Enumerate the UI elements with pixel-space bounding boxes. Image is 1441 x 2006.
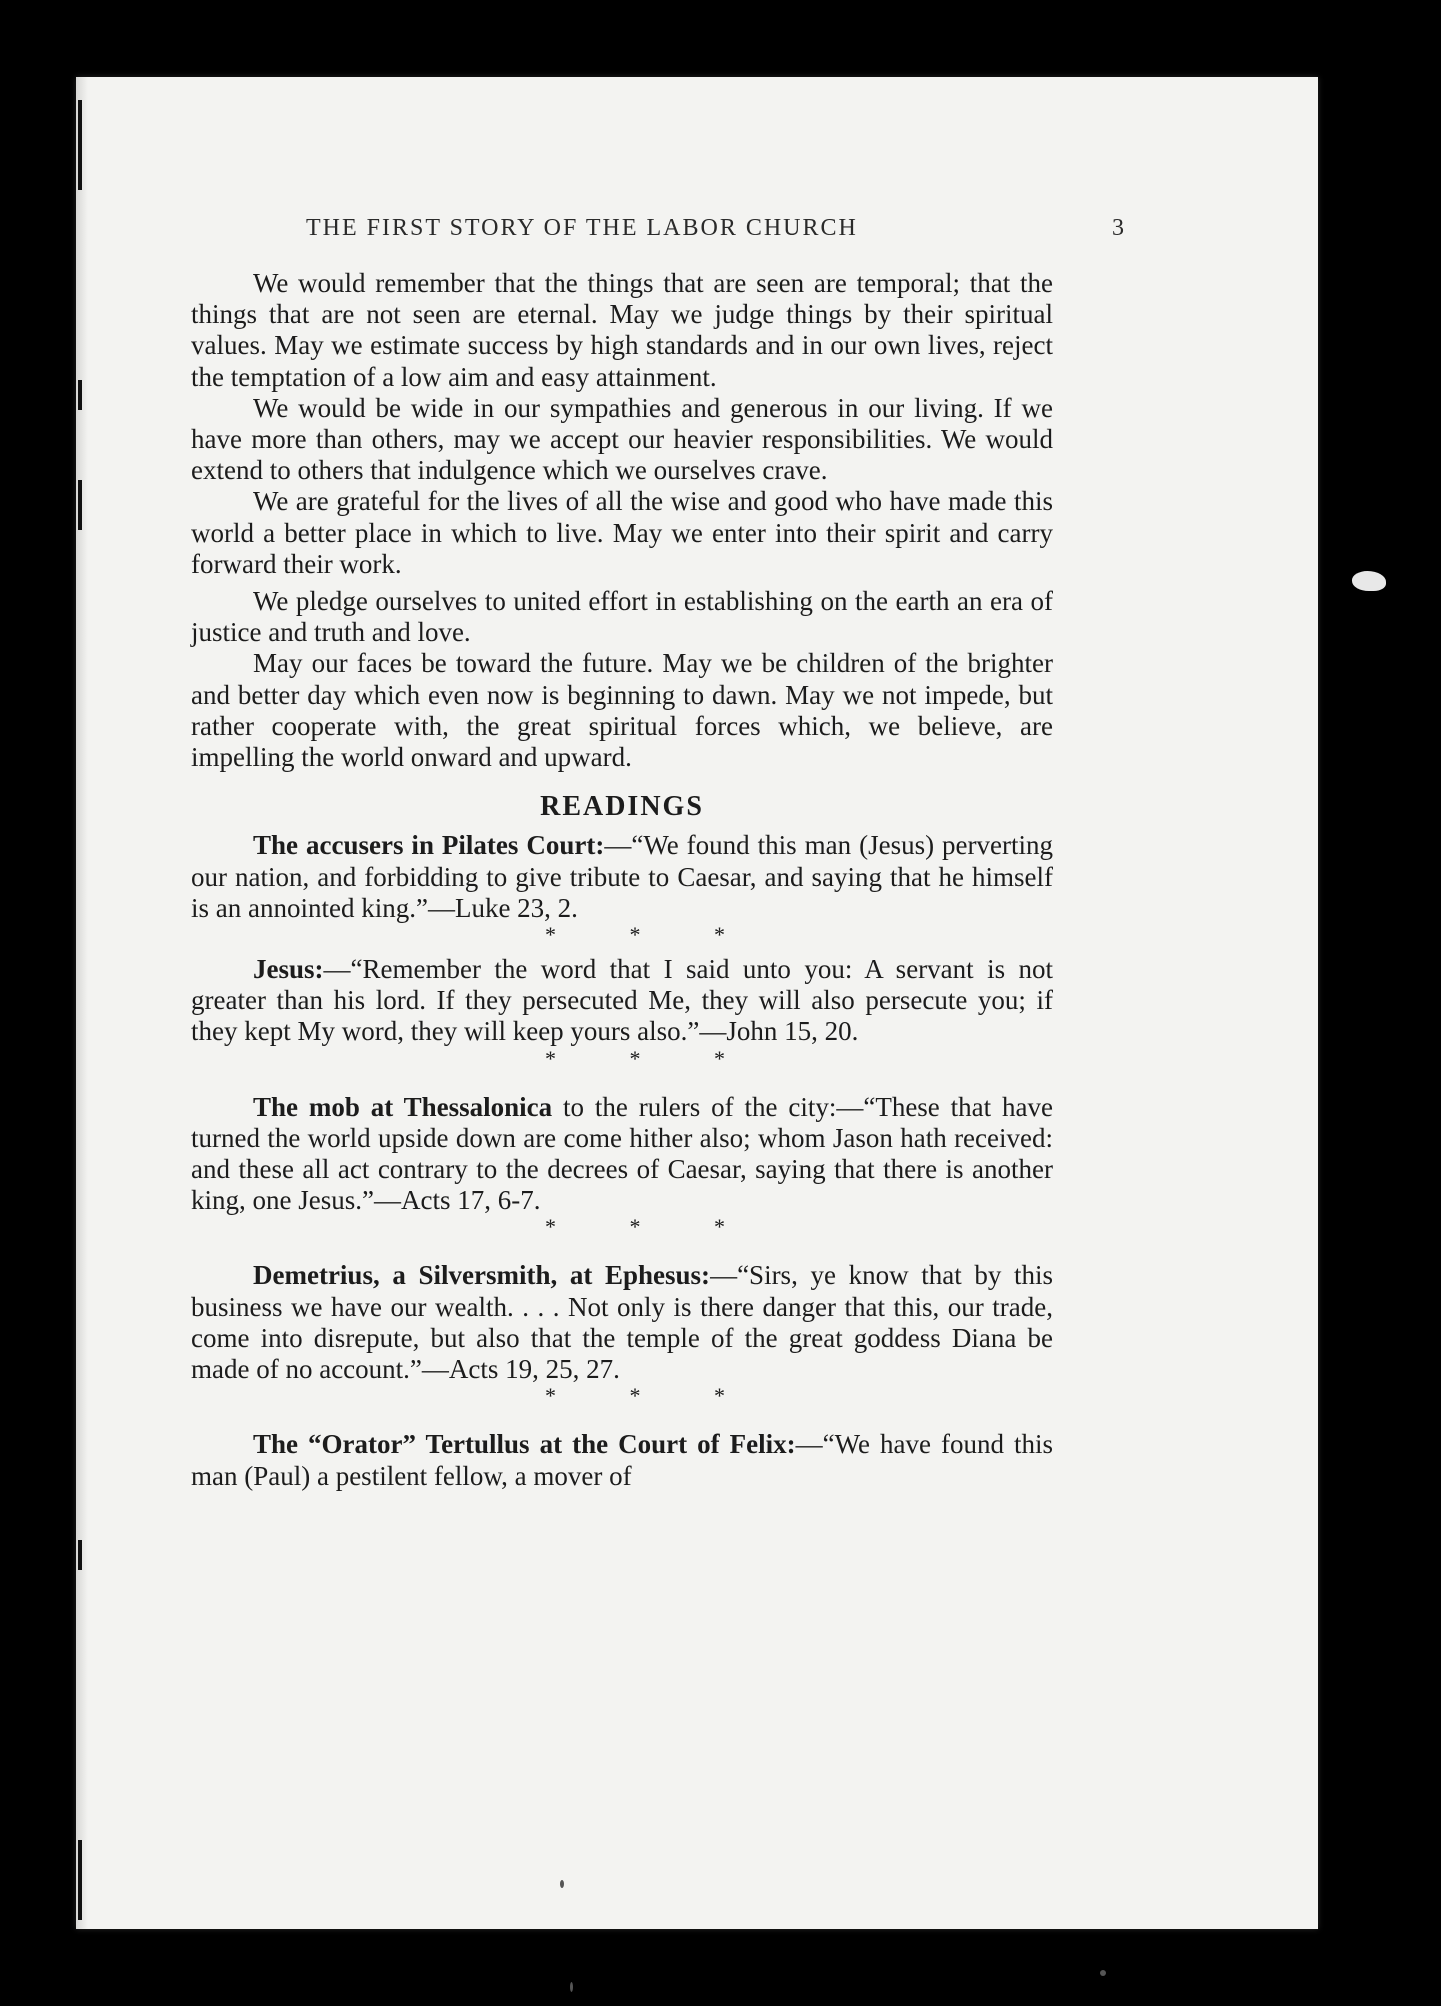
reading-entry <box>191 954 1053 1048</box>
reading-text: to the rulers of the city:—“These that have turned the world upside down are come hither also; whom Jason hath received: and these all act contrary to the decrees of Caesar, saying that there is another king, one Jesus.”—Acts 17, 6-7. <box>191 1091 1053 1216</box>
dust-speck <box>1100 1970 1106 1976</box>
reading-speaker: The “Orator” Tertullus at the Court of Felix: <box>253 1429 796 1460</box>
binding-mark <box>78 100 82 190</box>
binding-mark <box>78 1540 82 1570</box>
page-gutter-shadow <box>76 77 88 1929</box>
dust-speck <box>570 1982 573 1992</box>
reading-text: —“Sirs, ye know that by this business we have our wealth. . . . Not only is there danger that this, our trade, come into disrepute, but also that the temple of the great goddess Diana be made of no account.”—Acts 19, 25, 27. <box>191 1260 1053 1385</box>
page-body <box>191 268 1053 1492</box>
reading-speaker: The accusers in Pilates Court: <box>253 830 605 861</box>
reading-text: —“Remember the word that I said unto you: A servant is not greater than his lord. If they persecuted Me, they will also persecute you; if they kept My word, they will keep yours also.”—John 15, 20. <box>191 954 1053 1047</box>
reading-speaker: Jesus: <box>253 954 324 985</box>
section-separator: * * * <box>545 922 759 948</box>
prayer-paragraph: We pledge ourselves to united effort in establishing on the earth an era of justice and truth and love. <box>191 586 1053 648</box>
reading-entry <box>191 1429 1053 1491</box>
page-number: 3 <box>1112 215 1126 241</box>
prayer-paragraph: We would remember that the things that are seen are temporal; that the things that are not seen are eternal. May we judge things by their spiritual values. May we estimate success by high standards and in our own lives, reject the temptation of a low aim and easy attainment. <box>191 268 1053 392</box>
running-title: THE FIRST STORY OF THE LABOR CHURCH <box>306 215 858 241</box>
binding-mark <box>78 480 82 530</box>
reading-entry <box>191 1092 1053 1217</box>
reading-text: —“We have found this man (Paul) a pestilent fellow, a mover of <box>191 1429 1053 1491</box>
dust-speck <box>560 1880 564 1888</box>
prayer-paragraph: We would be wide in our sympathies and generous in our living. If we have more than others, may we accept our heavier responsibilities. We would extend to others that indulgence which we ourselves crave. <box>191 392 1053 486</box>
reading-text: —“We found this man (Jesus) perverting our nation, and forbidding to give tribute to Caesar, and saying that he himself is an annointed king.”—Luke 23, 2. <box>191 830 1054 923</box>
prayer-paragraph: May our faces be toward the future. May we be children of the brighter and better day which even now is beginning to dawn. May we not impede, but rather cooperate with, the great spiritual forces which, we believe, are impelling the world onward and upward. <box>191 648 1053 773</box>
section-separator: * * * <box>545 1383 759 1409</box>
binding-mark <box>78 380 82 410</box>
readings-heading: READINGS <box>540 791 704 823</box>
reading-speaker: The mob at Thessalonica <box>253 1091 553 1122</box>
section-separator: * * * <box>545 1045 759 1071</box>
reading-entry <box>191 1260 1053 1385</box>
section-separator: * * * <box>545 1214 759 1240</box>
reading-speaker: Demetrius, a Silversmith, at Ephesus: <box>253 1260 711 1291</box>
reading-entry <box>191 830 1053 924</box>
binding-mark <box>78 1840 82 1920</box>
running-header <box>306 215 1126 242</box>
paper-blot <box>1352 571 1386 591</box>
prayer-paragraph: We are grateful for the lives of all the wise and good who have made this world a better place in which to live. May we enter into their spirit and carry forward their work. <box>191 486 1053 579</box>
